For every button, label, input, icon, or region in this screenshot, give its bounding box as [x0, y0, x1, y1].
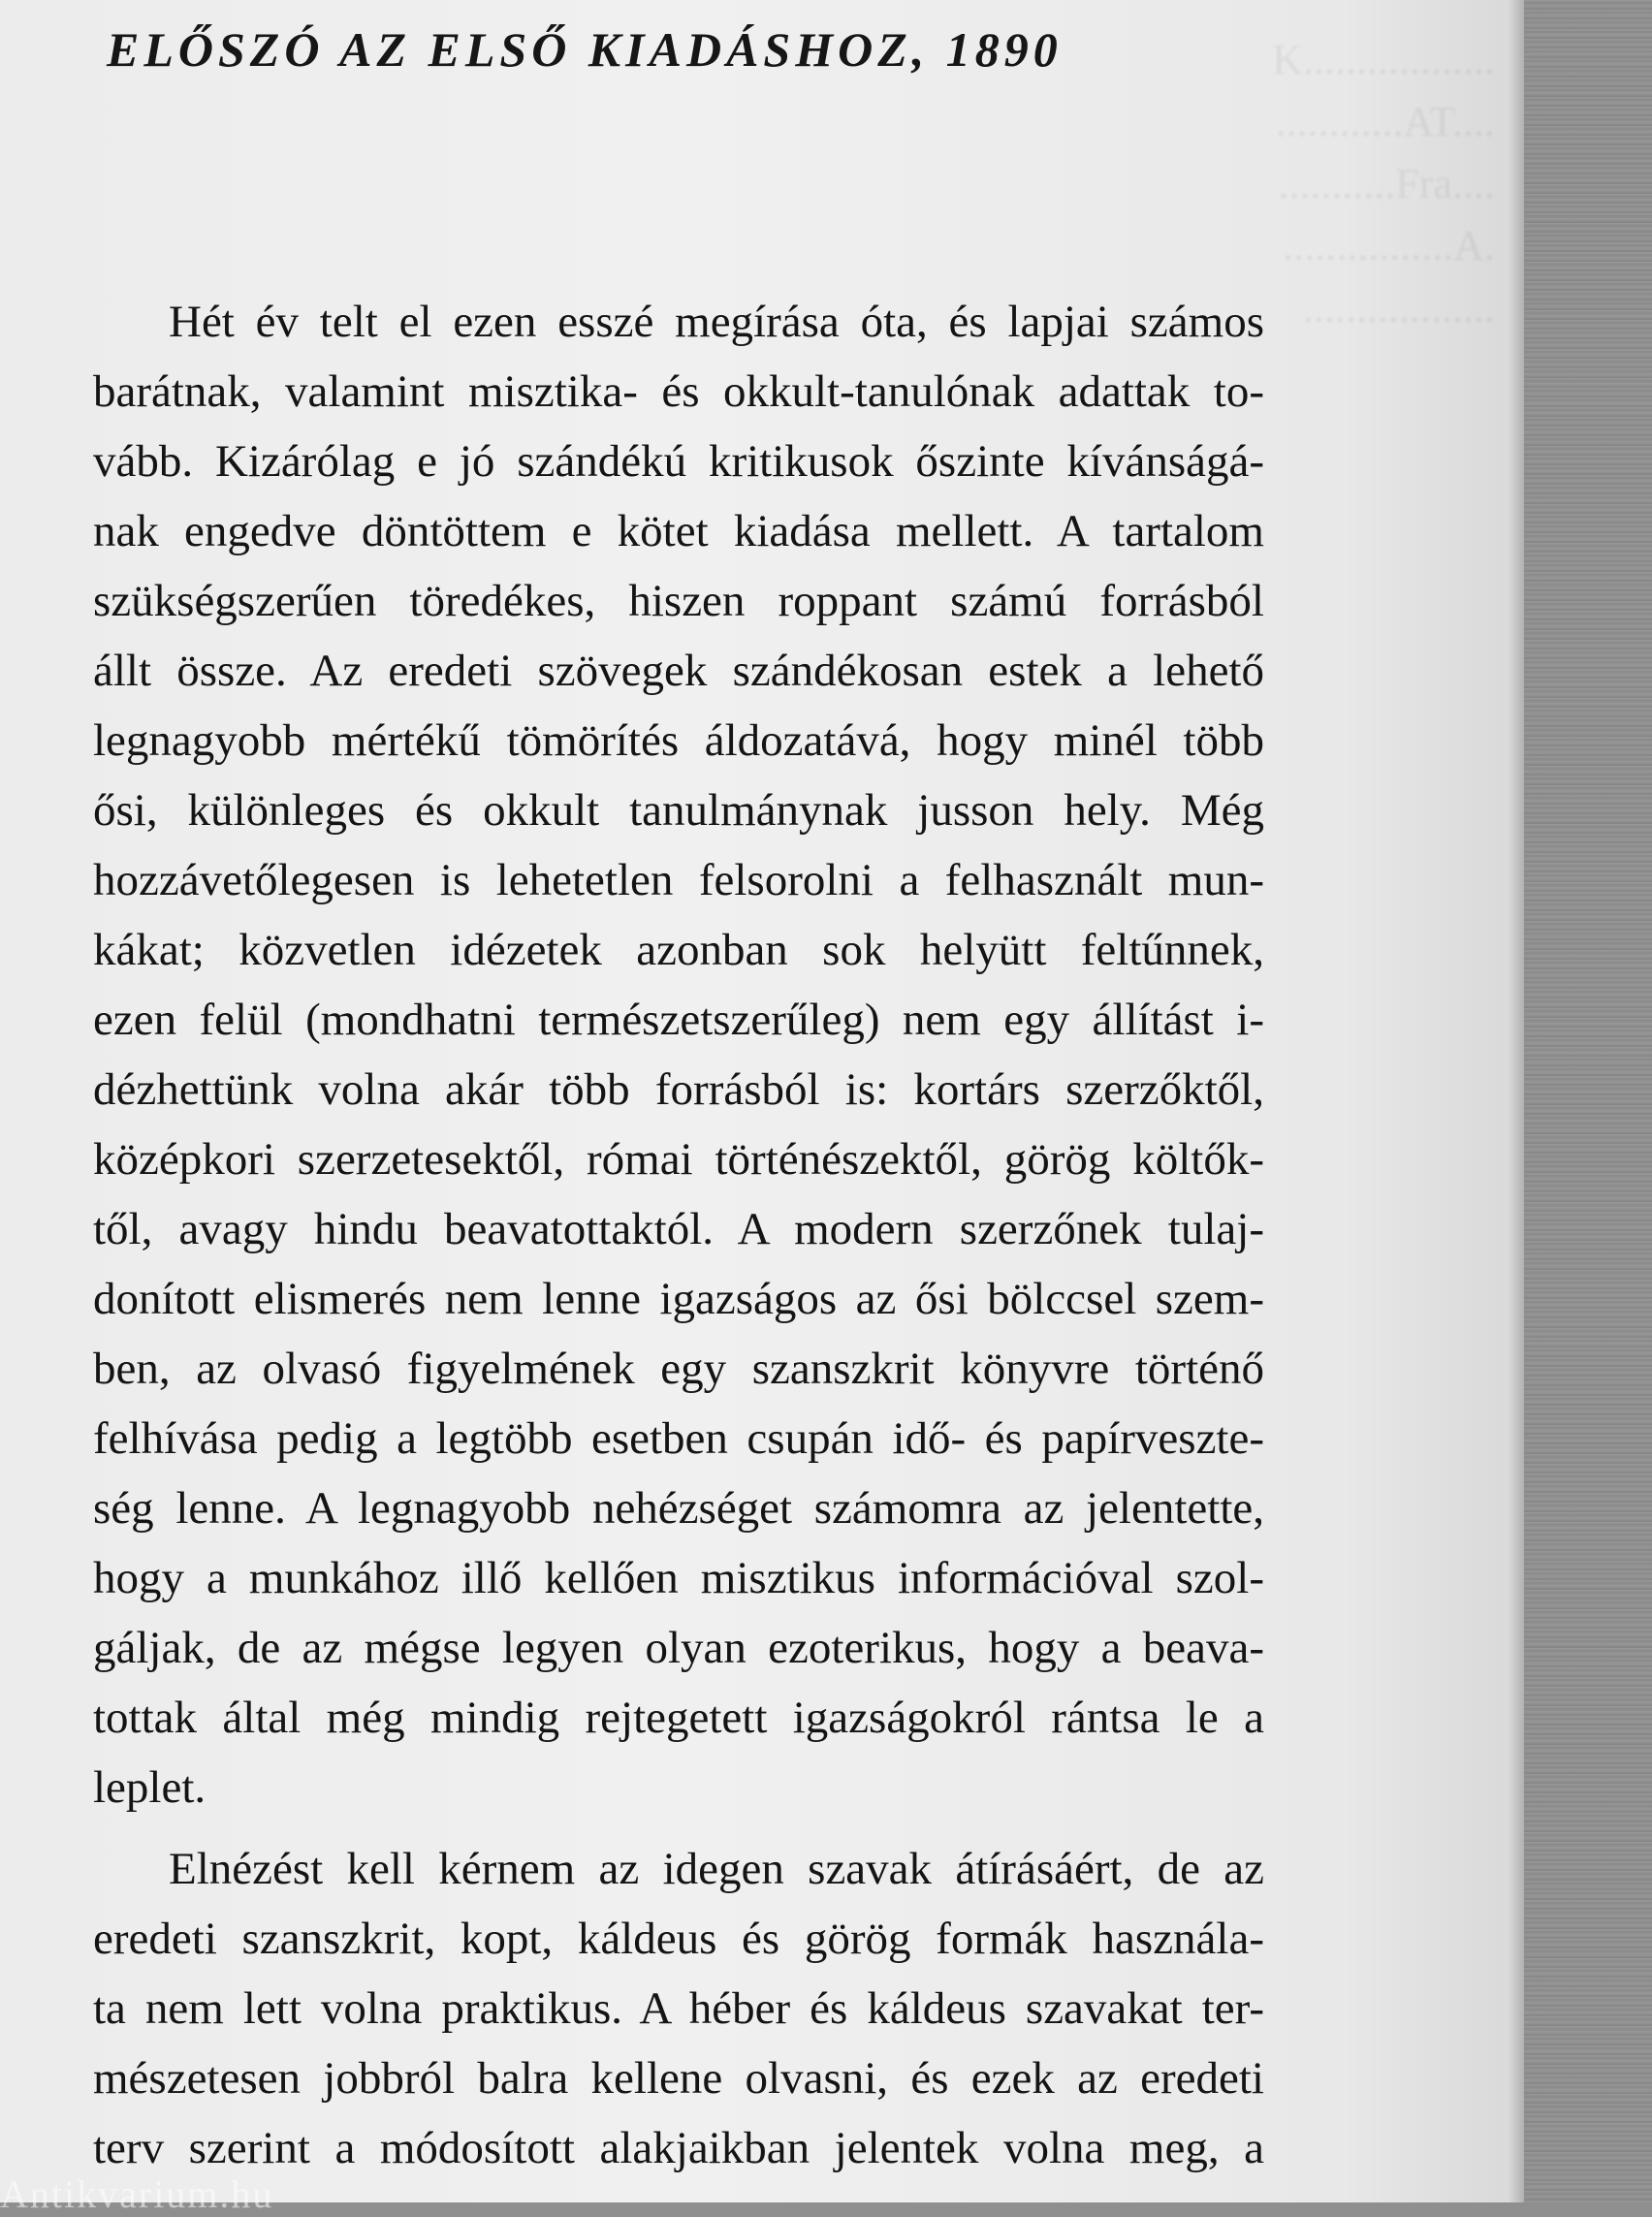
- text-line: vább. Kizárólag e jó szándékú kritikusok őszinte kívánságá-: [93, 436, 1264, 487]
- paragraph: [93, 1834, 1264, 2183]
- text-line: terv szerint a módosított alakjaikban jelentek volna meg, a: [93, 2123, 1264, 2173]
- text-line: felhívása pedig a legtöbb esetben csupán idő- és papírveszte-: [93, 1413, 1264, 1464]
- text-line: állt össze. Az eredeti szövegek szándékosan estek a lehető: [93, 646, 1264, 696]
- text-line: donított elismerés nem lenne igazságos az ősi bölccsel szem-: [93, 1274, 1264, 1324]
- text-line: mészetesen jobbról balra kellene olvasni, és ezek az eredeti: [93, 2053, 1264, 2104]
- text-line: gáljak, de az mégse legyen olyan ezoterikus, hogy a beava-: [93, 1623, 1264, 1673]
- text-line: hozzávetőlegesen is lehetetlen felsorolni a felhasznált mun-: [93, 855, 1264, 905]
- text-line: hogy a munkához illő kellően misztikus információval szol-: [93, 1553, 1264, 1603]
- background-surface: [1524, 0, 1652, 2202]
- text-line: ta nem lett volna praktikus. A héber és káldeus szavakat ter-: [93, 1983, 1264, 2034]
- text-line: ben, az olvasó figyelmének egy szanszkrit könyvre történő: [93, 1344, 1264, 1394]
- text-line: leplet.: [93, 1762, 206, 1813]
- text-line: tottak által még mindig rejtegetett igazságokról rántsa le a: [93, 1693, 1264, 1743]
- text-line: dézhettünk volna akár több forrásból is: kortárs szerzőktől,: [93, 1064, 1264, 1115]
- text-line: kákat; közvetlen idézetek azonban sok helyütt feltűnnek,: [93, 925, 1264, 975]
- text-line: től, avagy hindu beavatottaktól. A modern szerzőnek tulaj-: [93, 1204, 1264, 1254]
- text-line: nak engedve döntöttem e kötet kiadása mellett. A tartalom: [93, 506, 1264, 556]
- text-line: Elnézést kell kérnem az idegen szavak átírásáért, de az: [169, 1844, 1264, 1894]
- page-edge-shadow: [1509, 0, 1524, 2202]
- text-line: középkori szerzetesektől, római történészektől, görög költők-: [93, 1134, 1264, 1185]
- page-title: ELŐSZÓ AZ ELSŐ KIADÁSHOZ, 1890: [107, 22, 1063, 77]
- text-line: szükségszerűen töredékes, hiszen roppant számú forrásból: [93, 576, 1264, 626]
- text-line: legnagyobb mértékű tömörítés áldozatává, hogy minél több: [93, 715, 1264, 766]
- bleed-through-text: K.................. ............AT.... ...........Fra.... ................A. ..................: [1272, 36, 1495, 332]
- watermark: Antikvarium.hu: [0, 2172, 274, 2216]
- text-line: ség lenne. A legnagyobb nehézséget számomra az jelentette,: [93, 1483, 1264, 1534]
- paragraph: [93, 287, 1264, 1822]
- text-line: eredeti szanszkrit, kopt, káldeus és görög formák használa-: [93, 1914, 1264, 1964]
- body-text: [93, 287, 1264, 2183]
- text-line: ezen felül (mondhatni természetszerűleg) nem egy állítást i-: [93, 995, 1264, 1045]
- text-line: ősi, különleges és okkult tanulmánynak jusson hely. Még: [93, 785, 1264, 836]
- text-line: Hét év telt el ezen esszé megírása óta, és lapjai számos: [169, 297, 1264, 347]
- text-line: barátnak, valamint misztika- és okkult-tanulónak adattak to-: [93, 366, 1264, 417]
